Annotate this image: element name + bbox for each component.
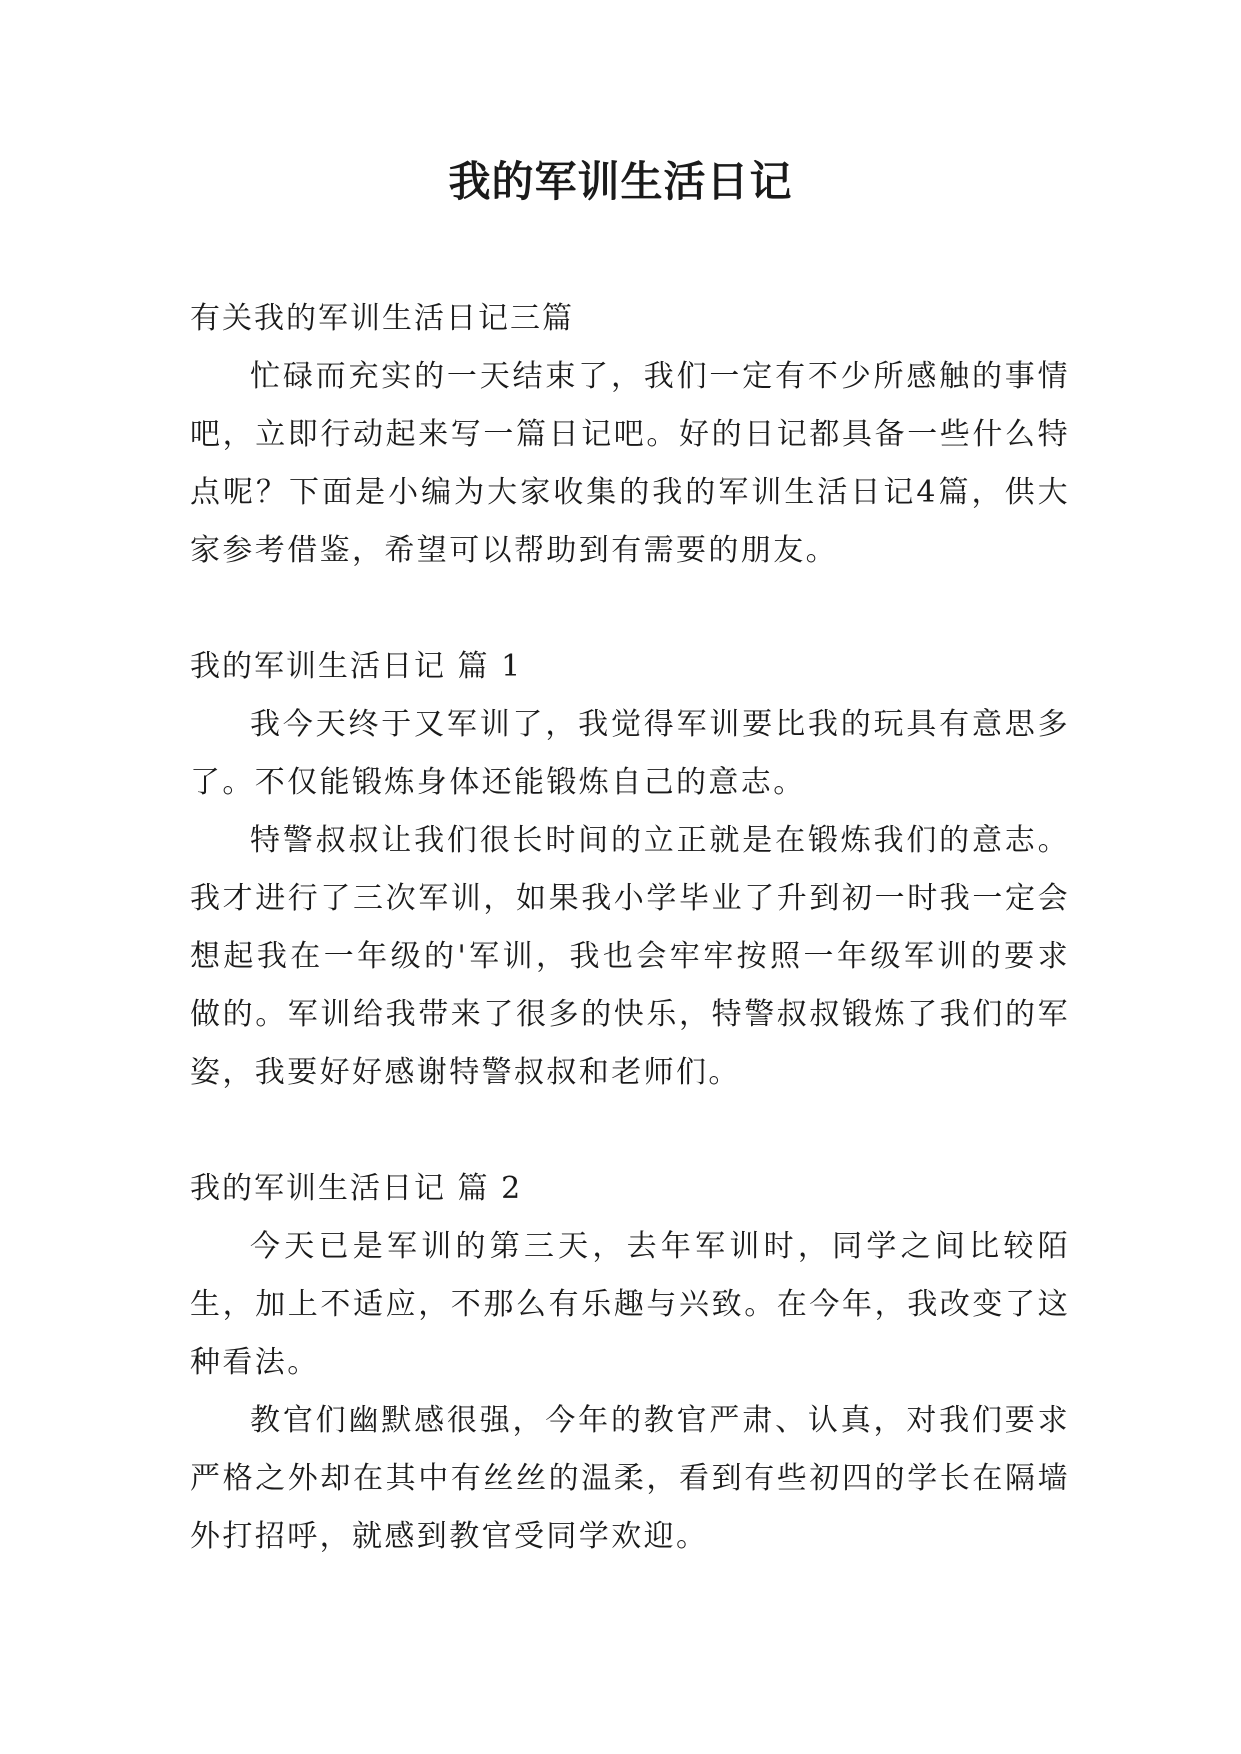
section-1-paragraph-2: 特警叔叔让我们很长时间的立正就是在锻炼我们的意志。我才进行了三次军训，如果我小学毕业了升到初一时我一定会想起我在一年级的'军训，我也会牢牢按照一年级军训的要求做的。军训给我带来了很多的快乐，特警叔叔锻炼了我们的军姿，我要好好感谢特警叔叔和老师们。: [190, 823, 1070, 1090]
section-2-heading: 我的军训生活日记 篇 2: [190, 1171, 523, 1206]
document-body: [190, 290, 1070, 1566]
section-2-paragraph-1: 今天已是军训的第三天，去年军训时，同学之间比较陌生，加上不适应，不那么有乐趣与兴致。在今年，我改变了这种看法。: [190, 1229, 1070, 1380]
intro-heading: 有关我的军训生活日记三篇: [190, 301, 574, 336]
intro-paragraph: 忙碌而充实的一天结束了，我们一定有不少所感触的事情吧，立即行动起来写一篇日记吧。好的日记都具备一些什么特点呢？下面是小编为大家收集的我的军训生活日记4篇，供大家参考借鉴，希望可以帮助到有需要的朋友。: [190, 359, 1070, 568]
section-spacer: [190, 580, 1070, 638]
section-1-heading: 我的军训生活日记 篇 1: [190, 649, 523, 684]
document-title: 我的军训生活日记: [448, 157, 793, 206]
section-1-paragraph-1: 我今天终于又军训了，我觉得军训要比我的玩具有意思多了。不仅能锻炼身体还能锻炼自己的意志。: [190, 707, 1070, 800]
section-spacer: [190, 1102, 1070, 1160]
section-2-paragraph-2: 教官们幽默感很强，今年的教官严肃、认真，对我们要求严格之外却在其中有丝丝的温柔，看到有些初四的学长在隔墙外打招呼，就感到教官受同学欢迎。: [190, 1403, 1070, 1554]
